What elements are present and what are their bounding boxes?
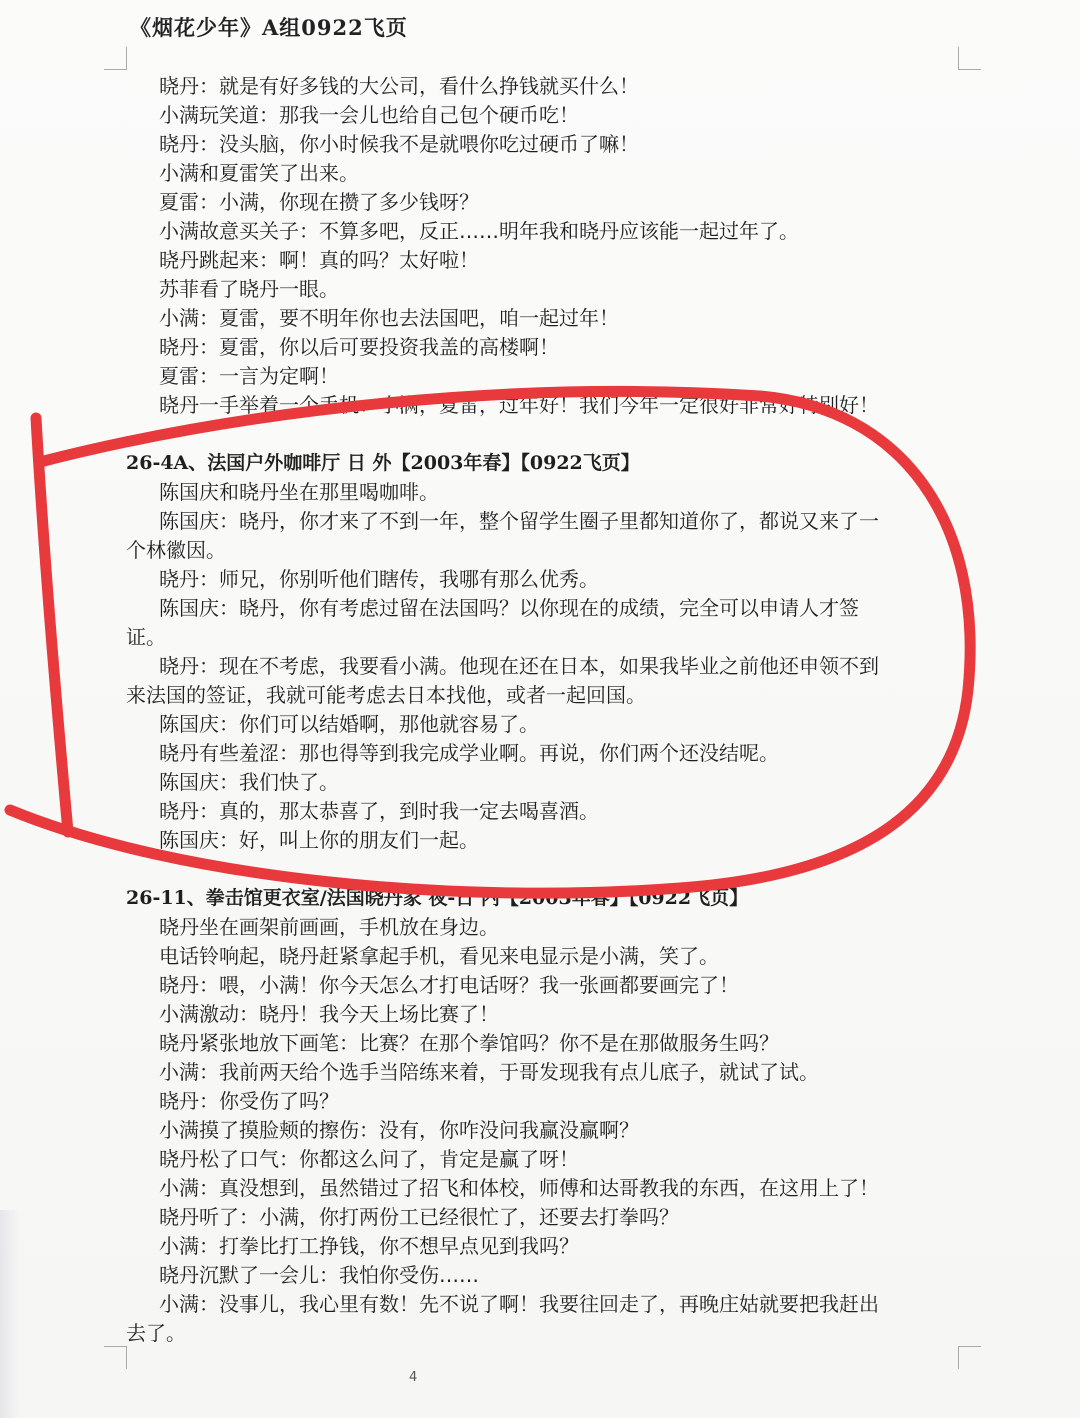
script-line: 晓丹松了口气：你都这么问了，肯定是赢了呀！ — [159, 1147, 579, 1171]
script-line: 晓丹坐在画架前画画，手机放在身边。 — [159, 915, 499, 939]
script-line: 小满玩笑道：那我一会儿也给自己包个硬币吃！ — [159, 103, 579, 127]
script-line: 陈国庆：我们快了。 — [159, 770, 339, 794]
script-line: 夏雷：一言为定啊！ — [159, 364, 339, 388]
script-line: 小满：打拳比打工挣钱，你不想早点见到我吗？ — [159, 1234, 579, 1258]
script-line: 来法国的签证，我就可能考虑去日本找他，或者一起回国。 — [126, 683, 646, 707]
script-line: 小满：真没想到，虽然错过了招飞和体校，师傅和达哥教我的东西，在这用上了！ — [159, 1176, 879, 1200]
script-line: 晓丹：就是有好多钱的大公司，看什么挣钱就买什么！ — [159, 74, 639, 98]
script-line: 晓丹：夏雷，你以后可要投资我盖的高楼啊！ — [159, 335, 559, 359]
script-line: 夏雷：小满，你现在攒了多少钱呀？ — [159, 190, 479, 214]
document-header: 《烟花少年》A组0922飞页 — [130, 15, 408, 40]
script-line: 晓丹：现在不考虑，我要看小满。他现在还在日本，如果我毕业之前他还申领不到 — [159, 654, 879, 678]
script-line: 陈国庆：你们可以结婚啊，那他就容易了。 — [159, 712, 539, 736]
script-line: 陈国庆：晓丹，你有考虑过留在法国吗？以你现在的成绩，完全可以申请人才签 — [159, 596, 859, 620]
scene-heading: 26-11、拳击馆更衣室/法国晓丹家 夜-日 内【2003年春】【0922飞页】 — [126, 887, 749, 909]
script-line: 晓丹：你受伤了吗？ — [159, 1089, 339, 1113]
script-line: 小满：夏雷，要不明年你也去法国吧，咱一起过年！ — [159, 306, 619, 330]
script-line: 小满和夏雷笑了出来。 — [159, 161, 359, 185]
script-line: 去了。 — [126, 1321, 186, 1345]
script-line: 晓丹：真的，那太恭喜了，到时我一定去喝喜酒。 — [159, 799, 599, 823]
script-line: 晓丹：喂，小满！你今天怎么才打电话呀？我一张画都要画完了！ — [159, 973, 739, 997]
script-line: 小满：没事儿，我心里有数！先不说了啊！我要往回走了，再晚庄姑就要把我赶出 — [159, 1292, 879, 1316]
script-line: 小满：我前两天给个选手当陪练来着，于哥发现我有点儿底子，就试了试。 — [159, 1060, 819, 1084]
script-line: 小满故意买关子：不算多吧，反正……明年我和晓丹应该能一起过年了。 — [159, 219, 799, 243]
script-line: 晓丹有些羞涩：那也得等到我完成学业啊。再说，你们两个还没结呢。 — [159, 741, 779, 765]
script-line: 晓丹一手举着一个手机：小满，夏雷，过年好！我们今年一定很好非常好特别好！ — [159, 393, 879, 417]
script-line: 晓丹紧张地放下画笔：比赛？在那个拳馆吗？你不是在那做服务生吗？ — [159, 1031, 779, 1055]
script-line: 个林徽因。 — [126, 538, 226, 562]
page-number: 4 — [409, 1370, 418, 1385]
script-line: 苏菲看了晓丹一眼。 — [159, 277, 339, 301]
script-line: 晓丹跳起来：啊！真的吗？太好啦！ — [159, 248, 479, 272]
script-line: 证。 — [126, 625, 166, 649]
script-line: 晓丹：师兄，你别听他们瞎传，我哪有那么优秀。 — [159, 567, 599, 591]
scene-heading: 26-4A、法国户外咖啡厅 日 外【2003年春】【0922飞页】 — [126, 452, 640, 474]
script-line: 晓丹沉默了一会儿：我怕你受伤…… — [159, 1263, 479, 1287]
script-line: 晓丹：没头脑，你小时候我不是就喂你吃过硬币了嘛！ — [159, 132, 639, 156]
script-line: 陈国庆：晓丹，你才来了不到一年，整个留学生圈子里都知道你了，都说又来了一 — [159, 509, 879, 533]
script-line: 晓丹听了：小满，你打两份工已经很忙了，还要去打拳吗？ — [159, 1205, 679, 1229]
script-line: 小满摸了摸脸颊的擦伤：没有，你咋没问我赢没赢啊？ — [159, 1118, 639, 1142]
script-line: 陈国庆：好，叫上你的朋友们一起。 — [159, 828, 479, 852]
script-line: 小满激动：晓丹！我今天上场比赛了！ — [159, 1002, 499, 1026]
script-line: 电话铃响起，晓丹赶紧拿起手机，看见来电显示是小满，笑了。 — [159, 944, 719, 968]
script-line: 陈国庆和晓丹坐在那里喝咖啡。 — [159, 480, 439, 504]
